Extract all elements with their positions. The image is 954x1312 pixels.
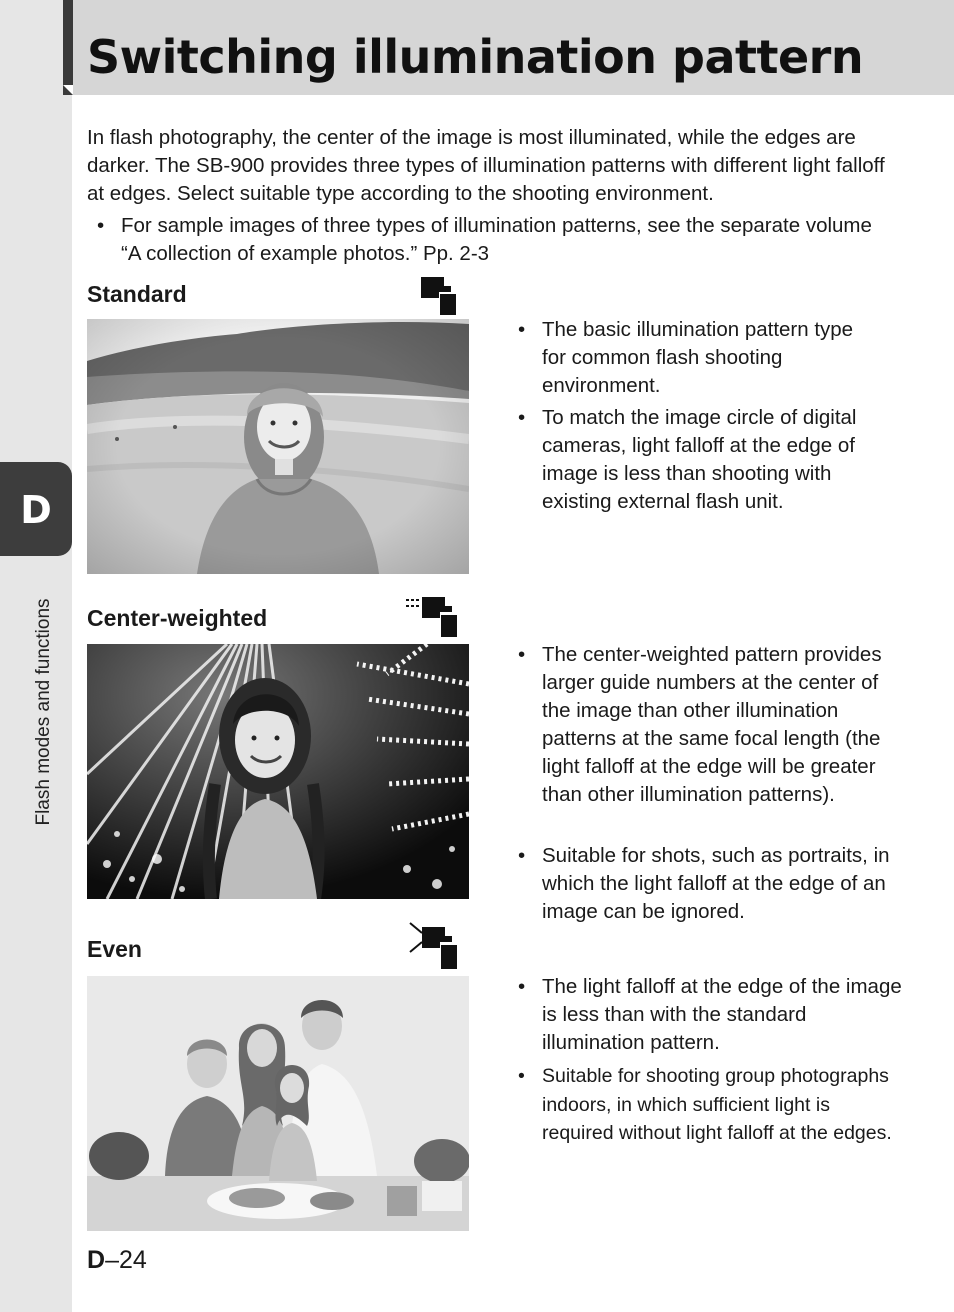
- page-title: Switching illumination pattern: [87, 30, 864, 84]
- intro-bullet: • For sample images of three types of illumination patterns, see the separate volume “A collection of example photos.” Pp. 2-3: [97, 212, 881, 268]
- night-lights-portrait-photo: [87, 644, 469, 899]
- section-heading-even: Even: [87, 936, 142, 962]
- beach-portrait-photo: [87, 319, 469, 574]
- title-band-corner: [63, 85, 73, 95]
- center-weighted-bullet-2: • Suitable for shots, such as portraits, in which the light falloff at the edge of an image can be ignored.: [518, 842, 902, 926]
- page-number: [87, 1246, 147, 1275]
- standard-illumination-icon: [418, 274, 458, 316]
- family-group-photo: [87, 976, 469, 1231]
- section-heading-center-weighted: Center-weighted: [87, 605, 268, 631]
- intro-paragraph: In flash photography, the center of the image is most illuminated, while the edges are darker. The SB-900 provides three types of illumination patterns with different light falloff at edges. Select suitable type according to the shooting environment.: [87, 126, 885, 205]
- standard-bullet-2: • To match the image circle of digital cameras, light falloff at the edge of image is less than shooting with existing external flash unit.: [518, 404, 902, 516]
- even-illumination-icon: [406, 919, 460, 971]
- even-bullet-1: • The light falloff at the edge of the image is less than with the standard illumination pattern.: [518, 973, 902, 1057]
- even-bullet-2: • Suitable for shooting group photographs indoors, in which sufficient light is required without light falloff at the edges.: [518, 1062, 902, 1148]
- center-weighted-bullet-1: • The center-weighted pattern provides larger guide numbers at the center of the image than other illumination patterns at the same focal length (the light falloff at the edge will be greater than other illumination patterns).: [518, 641, 892, 809]
- standard-bullet-1: • The basic illumination pattern type for common flash shooting environment.: [518, 316, 882, 400]
- section-heading-standard: Standard: [87, 281, 187, 307]
- center-weighted-illumination-icon: [404, 595, 460, 639]
- title-accent-bar: [63, 0, 73, 95]
- page-number-letter: D: [87, 1246, 106, 1274]
- chapter-tab-letter: D: [20, 488, 52, 532]
- page-number-value: –24: [105, 1246, 147, 1274]
- chapter-side-label: Flash modes and functions: [33, 598, 54, 826]
